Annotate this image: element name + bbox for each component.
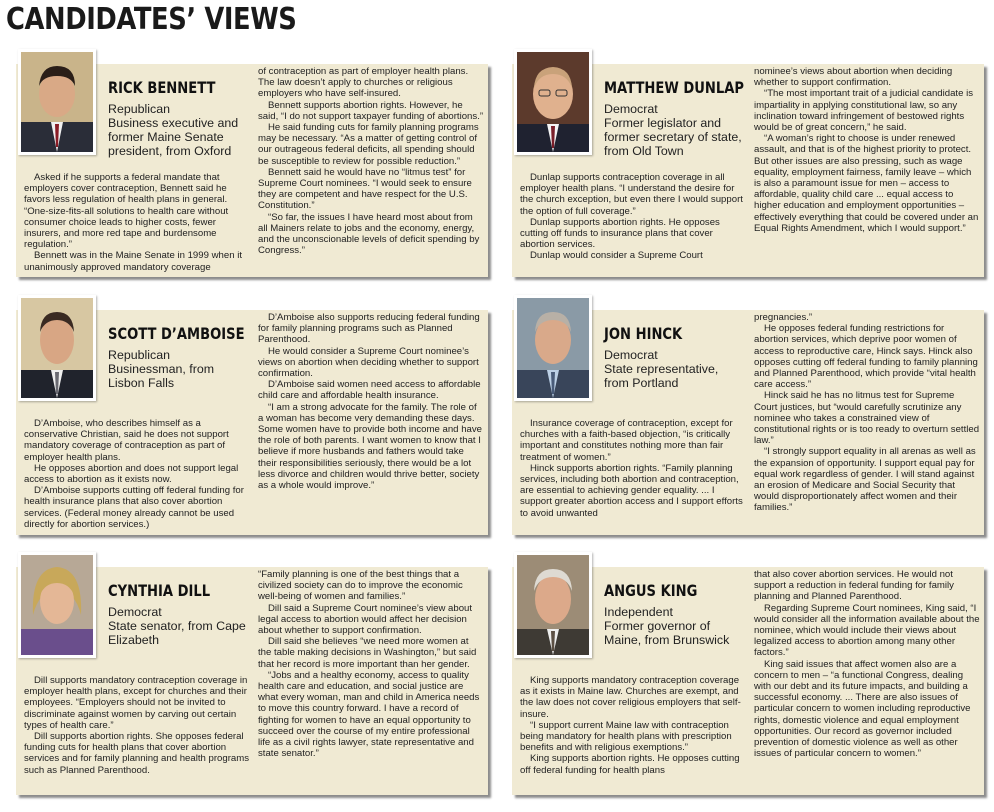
article-paragraph: He said funding cuts for family planning programs may be necessary. “As a matter of getting control of our outrageous federal deficits, all spending should be susceptible to review for possible reduction.” [258,122,479,167]
candidate-name: CYNTHIA DILL [108,581,211,600]
article-left-column [24,675,250,776]
candidate-name: MATTHEW DUNLAP [604,78,745,97]
candidate-card-wrapper [10,305,500,537]
article-paragraph: pregnancies.” [754,312,813,323]
article-paragraph: Dill supports mandatory contraception coverage in employer health plans, except for churches and their employees. “Employers should not be invited to discriminate against women by carving out certain types of health care.” [24,675,248,731]
candidate-header [108,78,246,158]
article-paragraph: Bennett supports abortion rights. However, he said, “I do not support taxpayer funding of abortions.” [258,99,484,122]
candidate-bio: Business executive and former Maine Senate president, from Oxford [108,116,239,158]
article-right-column [258,66,484,256]
article-paragraph: Bennett was in the Maine Senate in 1999 when it unanimously approved mandatory coverage [24,250,243,273]
article-paragraph: “So far, the issues I have heard most about from all Mainers relate to jobs and the economy, energy, and the unconscionable levels of deficit spending by Congress.” [258,211,480,257]
article-left-column [24,172,250,273]
candidate-name: SCOTT D’AMBOISE [108,324,245,343]
portrait-image [21,52,93,152]
article-paragraph: “I am a strong advocate for the family. The role of a woman has become very demanding these days. Some women have to provide both income and have the role of both parents. I want women to know that I believe if more husbands and fathers would take their responsibilities seriously, there would be a lot less divorce and children would thrive better, society as a whole would improve.” [258,401,482,492]
article-paragraph: Dill said she believes “we need more women at the table making decisions in Washington,” but said that her record is more important than her gender. [258,636,477,670]
candidate-party: Independent [604,605,673,619]
article-paragraph: “A woman’s right to choose is under renewed assault, and that is of the highest priority to protect. But other issues are also pressing, such as wage equality, employment fairness, family leave – which is also a paramount issue for men – access to affordable, quality child care ... equal access to higher education and employment opportunities – effectively everything that could be covered under an Equal Rights Amendment, which I would support.” [754,133,979,234]
article-paragraph: Regarding Supreme Court nominees, King said, “I would consider all the information available about the nominee, which would include their views about legalized access to abortion among many other factors.” [754,602,980,659]
article-paragraph: “Family planning is one of the best things that a civilized society can do to improve the economic well-being of women and families.” [258,569,463,603]
candidate-bio: Former legislator and former secretary of state, from Old Town [604,116,742,158]
candidate-photo [18,295,96,401]
candidate-bio: State senator, from Cape Elizabeth [108,619,246,647]
article-paragraph: D’Amboise also supports reducing federal funding for family planning programs such as Planned Parenthood. [258,312,480,346]
article-paragraph: King supports mandatory contraception coverage as it exists in Maine law. Churches are exempt, and the law does not cover religious employers that self-insure. [520,675,741,720]
candidate-header [108,324,246,390]
article-right-column [258,312,484,491]
article-right-column [258,569,484,759]
article-right-column [754,569,980,759]
portrait-image [21,555,93,655]
article-paragraph: King said issues that affect women also are a concern to men – “a functional Congress, dealing with our debt and its future impacts, and building a successful economy. ... There are also issues of particular concern to women including reproductive rights, domestic violence and equal employment opportunities. Our record as governor included prevention of domestic violence as well as other issues of particular concern to women.” [754,658,971,760]
candidate-photo [514,49,592,155]
article-paragraph: Dunlap supports abortion rights. He opposes cutting off funds to insurance plans that cover abortion services. [520,216,720,251]
candidate-card-wrapper [504,305,994,537]
portrait-image [517,555,589,655]
article-paragraph: that also cover abortion services. He would not support a reduction in federal funding for family planning and Planned Parenthood. [754,569,954,603]
portrait-image [517,52,589,152]
candidate-photo [18,49,96,155]
candidate-card-wrapper [504,59,994,279]
article-paragraph: D’Amboise, who describes himself as a conservative Christian, said he does not support mandatory coverage of contraception as part of employer health plans. [24,418,229,463]
candidate-photo [18,552,96,658]
article-right-column [754,66,980,234]
article-paragraph: “I support current Maine law with contraception being mandatory for health plans with prescription benefits and with religious exemptions.” [520,719,732,754]
article-paragraph: Dunlap supports contraception coverage in all employer health plans. “I understand the desire for the church exception, but even there I would support the option of full coverage.” [520,172,743,217]
article-left-column [24,418,250,530]
candidate-party: Republican [108,102,170,116]
candidate-party: Democrat [108,605,162,619]
candidate-header [604,324,742,390]
candidate-card-wrapper [504,562,994,796]
article-paragraph: of contraception as part of employer health plans. The law doesn’t apply to churches or religious employers who have self-insured. [258,66,469,100]
article-paragraph: D’Amboise said women need access to affordable child care and affordable health insurance. [258,379,481,402]
candidate-bio: State representative, from Portland [604,362,719,390]
article-paragraph: Bennett said he would have no “litmus test” for Supreme Court nominees. “I would seek to ensure they are competent and have respect for the U.S. Constitution.” [258,166,472,212]
portrait-image [21,298,93,398]
candidate-name: JON HINCK [604,324,683,343]
article-paragraph: nominee’s views about abortion when deciding whether to support confirmation. [754,66,953,89]
candidate-bio: Former governor of Maine, from Brunswick [604,619,730,647]
article-left-column [520,172,746,262]
article-paragraph: Dill said a Supreme Court nominee’s view about legal access to abortion would affect her decision about whether to support confirmation. [258,602,473,637]
article-left-column [520,418,746,519]
article-paragraph: “I strongly support equality in all arenas as well as the expansion of opportunity. I support equal pay for equal work regardless of gender. I will stand against an erosion of Medicare and Social Security that would disproportionately affect women and their families.” [754,446,976,514]
article-paragraph: Hinck supports abortion rights. “Family planning services, including both abortion and contraception, are essential to achieving gender equality. ... I support greater abortion access and I support efforts to avoid unwanted [520,462,743,519]
candidate-party: Democrat [604,102,658,116]
candidate-bio: Businessman, from Lisbon Falls [108,362,215,390]
candidate-photo [514,295,592,401]
candidate-header [108,581,246,647]
candidate-name: RICK BENNETT [108,78,216,97]
candidate-header [604,581,742,647]
article-paragraph: King supports abortion rights. He opposes cutting off federal funding for health plans [520,753,740,776]
article-paragraph: He would consider a Supreme Court nominee’s views on abortion when deciding whether to support confirmation. [258,345,479,380]
page-title: CANDIDATES’ VIEWS [6,2,297,37]
candidate-header [604,78,745,158]
candidate-card-wrapper [10,59,500,279]
article-paragraph: Insurance coverage of contraception, except for churches with a faith-based objection, “is critically important and constitutes nothing more than fair treatment of women.” [520,418,733,463]
candidate-party: Republican [108,348,170,362]
candidate-card-wrapper [10,562,500,796]
article-paragraph: Hinck said he has no litmus test for Supreme Court justices, but “would carefully scrutinize any nominee who takes a constrained view of constitutional rights or is too ready to overturn settled law.” [754,390,980,447]
article-paragraph: Dunlap would consider a Supreme Court [530,250,703,262]
article-paragraph: “The most important trait of a judicial candidate is impartiality in applying constitutional law, so any inclination toward infringement of bestowed rights would be of great concern,” he said. [754,88,974,134]
article-right-column [754,312,980,514]
candidate-photo [514,552,592,658]
candidate-name: ANGUS KING [604,581,698,600]
article-left-column [520,675,746,776]
article-paragraph: Dill supports abortion rights. She opposes federal funding cuts for health plans that cover abortion services and for family planning and health programs such as Planned Parenthood. [24,731,250,776]
article-paragraph: He opposes federal funding restrictions for abortion services, which deprive poor women of access to reproductive care, Hinck says. Hinck also opposes cutting off federal funding to family planning and Planned Parenthood, which provide “vital health care access.” [754,323,978,391]
article-paragraph: He opposes abortion and does not support legal access to abortion as it exists now. [24,462,239,486]
candidate-party: Democrat [604,348,658,362]
article-paragraph: D’Amboise supports cutting off federal funding for health insurance plans that also cover abortion services. (Federal money already cannot be used directly for abortion services.) [24,485,244,530]
portrait-image [517,298,589,398]
article-paragraph: Asked if he supports a federal mandate that employers cover contraception, Bennett said he favors less regulation of health plans in general. “One-size-fits-all solutions to health care without consumer choice leads to higher costs, fewer insurers, and more red tape and burdensome regulation.” [24,172,229,251]
article-paragraph: “Jobs and a healthy economy, access to quality health care and education, and social justice are what every woman, man and child in America needs to move this country forward. I have a record of fighting for women to have an equal opportunity to succeed over the course of my entire professional life as a civil rights lawyer, state representative and state senator.” [258,669,480,760]
